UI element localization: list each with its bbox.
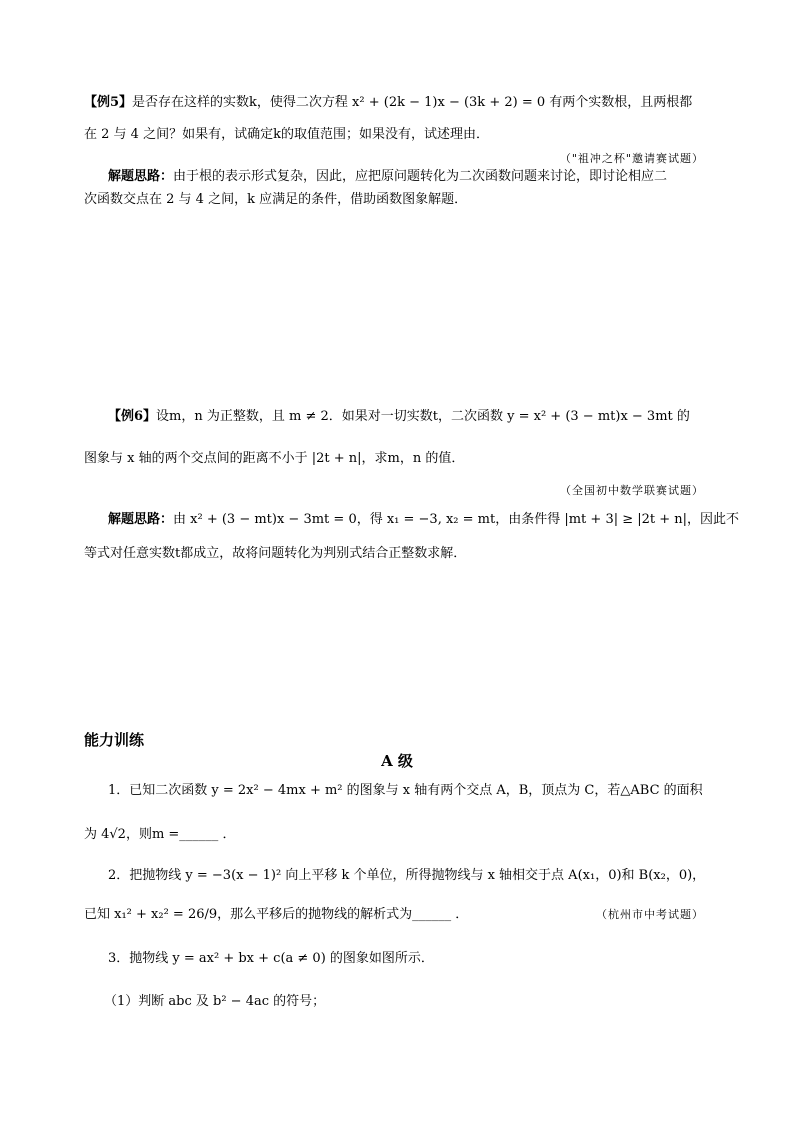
example-6-label: 【例6】 (108, 409, 157, 424)
example-5-label: 【例5】 (84, 95, 133, 110)
example-6-line-1 (108, 408, 714, 426)
question-2-line-1: 2．把抛物线 y = −3(x − 1)² 向上平移 k 个单位，所得抛物线与 x 轴相交于点 A(x₁，0)和 B(x₂，0)， (108, 868, 706, 883)
example-6-hint-label: 解题思路： (108, 512, 174, 527)
question-3-sub-1: （1）判断 abc 及 b² − 4ac 的符号； (104, 994, 326, 1009)
example-6-hint-text-1: 由 x² + (3 − mt)x − 3mt = 0，得 x₁ = −3, x₂ = mt，由条件得 |mt + 3| ≥ |2t + n|，因此不 (173, 512, 740, 527)
example-5-text-1: 是否存在这样的实数k，使得二次方程 x² + (2k − 1)x − (3k + 2) = 0 有两个实数根，且两根都 (132, 95, 693, 110)
example-5-hint-label: 解题思路： (108, 169, 174, 184)
example-5-source: （"祖冲之杯"邀请赛试题） (559, 152, 704, 165)
example-6-source: （全国初中数学联赛试题） (560, 484, 704, 497)
question-3-line-1: 3．抛物线 y = ax² + bx + c(a ≠ 0) 的图象如图所示． (108, 951, 434, 966)
question-2-source: （杭州市中考试题） (596, 908, 704, 921)
question-1-line-1: 1．已知二次函数 y = 2x² − 4mx + m² 的图象与 x 轴有两个交点 A，B，顶点为 C，若△ABC 的面积 (108, 783, 703, 798)
example-5-hint-text-1: 由于根的表示形式复杂，因此，应把原问题转化为二次函数问题来讨论，即讨论相应二 (173, 169, 668, 184)
example-5-line-2: 在 2 与 4 之间？如果有，试确定k的取值范围；如果没有，试述理由． (84, 127, 489, 142)
example-5-line-1 (84, 94, 714, 112)
example-6-line-2: 图象与 x 轴的两个交点间的距离不小于 |2t + n|，求m，n 的值． (84, 451, 465, 466)
question-2-line-2: 已知 x₁² + x₂² = 26/9，那么平移后的抛物线的解析式为______ ． (84, 907, 469, 922)
section-heading: 能力训练 (84, 731, 145, 749)
level-title: A 级 (381, 752, 413, 770)
example-6-hint-line-1 (108, 511, 740, 529)
example-5-hint-line-2: 次函数交点在 2 与 4 之间，k 应满足的条件，借助函数图象解题． (84, 192, 468, 207)
question-1-line-2: 为 4√2，则m =______ ． (84, 827, 236, 842)
example-5-hint-line-1 (108, 168, 714, 186)
example-6-text-1: 设m，n 为正整数，且 m ≠ 2．如果对一切实数t，二次函数 y = x² + (3 − mt)x − 3mt 的 (156, 409, 690, 424)
example-6-hint-line-2: 等式对任意实数t都成立，故将问题转化为判别式结合正整数求解． (84, 546, 467, 561)
